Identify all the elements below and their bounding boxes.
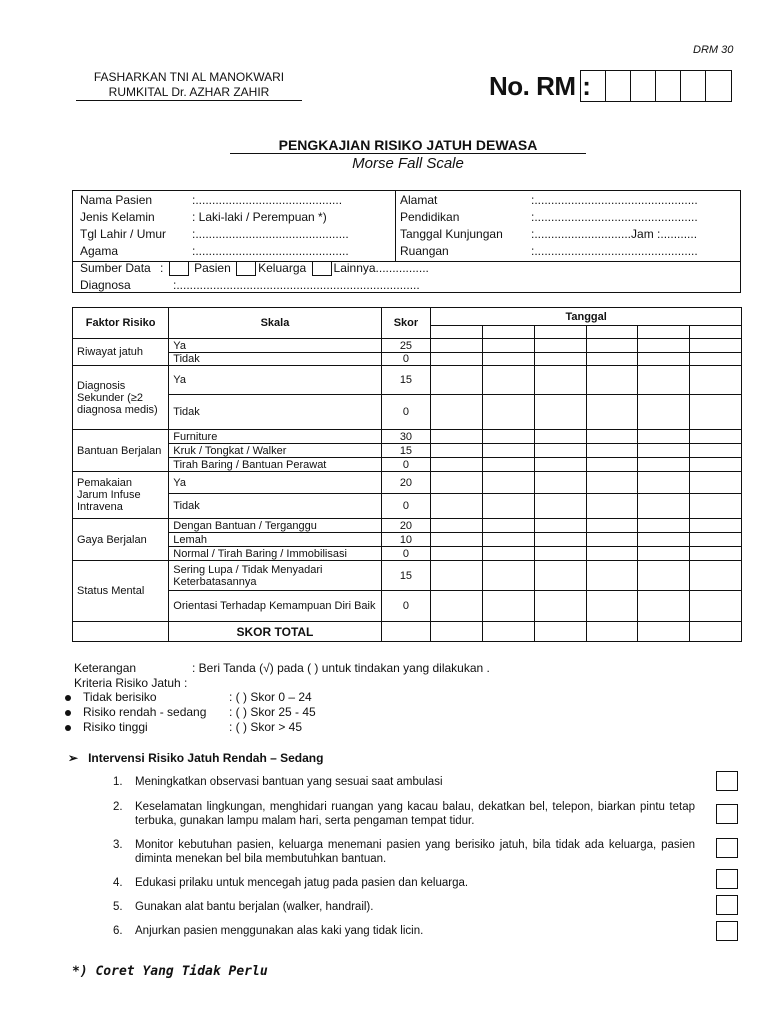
faktor-infus: Pemakaian Jarum Infuse Intravena <box>73 472 169 519</box>
skor-cell: 10 <box>381 533 431 547</box>
score-entry-cell[interactable] <box>586 547 638 561</box>
score-entry-cell[interactable] <box>638 353 690 366</box>
score-entry-cell[interactable] <box>483 547 535 561</box>
score-entry-cell[interactable] <box>431 458 483 472</box>
score-entry-cell[interactable] <box>586 353 638 366</box>
faktor-gaya: Gaya Berjalan <box>73 519 169 561</box>
score-entry-cell[interactable] <box>534 591 586 622</box>
diagnosa-field[interactable]: :......................................................................... <box>173 278 420 292</box>
score-entry-cell[interactable] <box>690 444 742 458</box>
score-entry-cell[interactable] <box>586 339 638 353</box>
skor-cell: 15 <box>381 444 431 458</box>
header-faktor: Faktor Risiko <box>73 308 169 339</box>
intervensi-checkbox[interactable] <box>716 771 738 791</box>
item-number: 3. <box>113 839 123 851</box>
header-tanggal: Tanggal <box>431 308 742 326</box>
score-entry-cell[interactable] <box>586 533 638 547</box>
faktor-bantuan: Bantuan Berjalan <box>73 430 169 472</box>
jenis-kelamin-label: Jenis Kelamin <box>80 210 155 224</box>
table-row <box>73 591 742 622</box>
pasien-option-label: Pasien <box>194 261 231 275</box>
intervensi-checkbox[interactable] <box>716 838 738 858</box>
skala-cell: Tidak <box>169 395 381 430</box>
lainnya-option-label[interactable]: Lainnya................ <box>333 261 429 275</box>
total-entry-cell[interactable] <box>690 622 742 642</box>
score-entry-cell[interactable] <box>586 395 638 430</box>
score-entry-cell[interactable] <box>586 366 638 395</box>
jenis-kelamin-field[interactable]: : Laki-laki / Perempuan *) <box>192 210 327 224</box>
table-row <box>73 561 742 591</box>
faktor-diagnosis: Diagnosis Sekunder (≥2 diagnosa medis) <box>73 366 169 430</box>
score-entry-cell[interactable] <box>638 472 690 494</box>
skala-cell: Ya <box>169 472 381 494</box>
hospital-line-2: RUMKITAL Dr. AZHAR ZAHIR <box>108 85 270 99</box>
table-row <box>73 444 742 458</box>
skala-cell: Ya <box>169 339 381 353</box>
header-skor: Skor <box>381 308 431 339</box>
skor-total-label: SKOR TOTAL <box>169 622 381 642</box>
score-entry-cell[interactable] <box>638 494 690 519</box>
score-entry-cell[interactable] <box>534 444 586 458</box>
sumber-data-colon: : <box>160 261 164 275</box>
score-entry-cell[interactable] <box>586 519 638 533</box>
item-number: 6. <box>113 925 123 937</box>
skor-cell: 0 <box>381 591 431 622</box>
kriteria-name: Tidak berisiko <box>83 690 157 704</box>
keterangan-text: : Beri Tanda (√) pada ( ) untuk tindakan yang dilakukan . <box>192 661 490 675</box>
total-row <box>73 622 742 642</box>
faktor-riwayat: Riwayat jatuh <box>73 339 169 366</box>
skala-cell: Furniture <box>169 430 381 444</box>
rm-digit-box[interactable] <box>656 71 681 101</box>
score-entry-cell[interactable] <box>483 472 535 494</box>
skor-cell: 0 <box>381 353 431 366</box>
nama-field[interactable]: :............................................ <box>192 193 343 207</box>
kriteria-value[interactable]: : ( ) Skor > 45 <box>229 720 303 734</box>
score-entry-cell[interactable] <box>483 458 535 472</box>
skala-cell: Tidak <box>169 353 381 366</box>
score-entry-cell[interactable] <box>690 472 742 494</box>
score-entry-cell[interactable] <box>431 472 483 494</box>
skor-cell: 0 <box>381 458 431 472</box>
score-entry-cell[interactable] <box>638 395 690 430</box>
score-entry-cell[interactable] <box>431 339 483 353</box>
kriteria-label: Kriteria Risiko Jatuh : <box>74 676 188 690</box>
total-entry-cell[interactable] <box>431 622 483 642</box>
score-entry-cell[interactable] <box>534 395 586 430</box>
total-entry-cell[interactable] <box>534 622 586 642</box>
intervensi-checkbox[interactable] <box>716 869 738 889</box>
tgl-lahir-field[interactable]: :.............................................. <box>192 227 349 241</box>
score-entry-cell[interactable] <box>586 494 638 519</box>
rm-digit-box[interactable] <box>706 71 731 101</box>
score-entry-cell[interactable] <box>483 353 535 366</box>
bullet-icon <box>65 695 71 701</box>
item-text: Meningkatkan observasi bantuan yang sesuai saat ambulasi <box>135 776 443 788</box>
score-entry-cell[interactable] <box>586 444 638 458</box>
score-entry-cell[interactable] <box>690 494 742 519</box>
item-text: Monitor kebutuhan pasien, keluarga menemani pasien yang berisiko jatuh, bila tidak ada keluarga, pasien diminta menekan bel bila membutuhkan bantuan. <box>135 839 695 865</box>
rm-digit-box[interactable] <box>581 71 606 101</box>
table-row <box>73 395 742 430</box>
total-entry-cell[interactable] <box>638 622 690 642</box>
table-row <box>73 472 742 494</box>
score-entry-cell[interactable] <box>534 366 586 395</box>
score-entry-cell[interactable] <box>483 533 535 547</box>
skor-cell: 20 <box>381 519 431 533</box>
skor-cell: 15 <box>381 366 431 395</box>
kriteria-name: Risiko tinggi <box>83 720 148 734</box>
score-entry-cell[interactable] <box>690 519 742 533</box>
score-entry-cell[interactable] <box>638 519 690 533</box>
ruangan-field[interactable]: :................................................. <box>531 244 698 258</box>
skala-cell: Orientasi Terhadap Kemampuan Diri Baik <box>169 591 381 622</box>
score-entry-cell[interactable] <box>638 561 690 591</box>
score-entry-cell[interactable] <box>483 366 535 395</box>
bullet-icon <box>65 725 71 731</box>
skala-cell: Dengan Bantuan / Terganggu <box>169 519 381 533</box>
footnote: *) Coret Yang Tidak Perlu <box>72 964 268 979</box>
item-text: Edukasi prilaku untuk mencegah jatug pada pasien dan keluarga. <box>135 877 469 889</box>
table-row <box>73 519 742 533</box>
score-entry-cell[interactable] <box>534 458 586 472</box>
score-entry-cell[interactable] <box>483 430 535 444</box>
keluarga-checkbox[interactable] <box>236 261 256 276</box>
score-entry-cell[interactable] <box>586 561 638 591</box>
skala-cell: Ya <box>169 366 381 395</box>
alamat-field[interactable]: :................................................. <box>531 193 698 207</box>
ruangan-label: Ruangan <box>400 244 449 258</box>
intervensi-title: Intervensi Risiko Jatuh Rendah – Sedang <box>88 751 324 765</box>
skor-cell: 0 <box>381 395 431 430</box>
item-text: Anjurkan pasien menggunakan alas kaki yang tidak licin. <box>135 925 424 937</box>
score-entry-cell[interactable] <box>431 444 483 458</box>
skala-cell: Tirah Baring / Bantuan Perawat <box>169 458 381 472</box>
score-entry-cell[interactable] <box>431 591 483 622</box>
score-entry-cell[interactable] <box>534 430 586 444</box>
score-entry-cell[interactable] <box>586 591 638 622</box>
skor-cell: 25 <box>381 339 431 353</box>
total-skor-cell <box>381 622 431 642</box>
intervensi-item <box>113 838 695 866</box>
rm-digit-box[interactable] <box>681 71 706 101</box>
lainnya-checkbox[interactable] <box>312 261 332 276</box>
form-subtitle: Morse Fall Scale <box>352 155 464 172</box>
score-entry-cell[interactable] <box>690 366 742 395</box>
skor-cell: 0 <box>381 547 431 561</box>
intervensi-checkbox[interactable] <box>716 921 738 941</box>
skala-cell: Normal / Tirah Baring / Immobilisasi <box>169 547 381 561</box>
table-row <box>73 366 742 395</box>
header-skala: Skala <box>169 308 381 339</box>
hospital-underline <box>76 100 302 101</box>
skala-cell: Kruk / Tongkat / Walker <box>169 444 381 458</box>
score-entry-cell[interactable] <box>690 458 742 472</box>
item-number: 4. <box>113 877 123 889</box>
kriteria-list <box>65 690 316 735</box>
score-entry-cell[interactable] <box>638 339 690 353</box>
total-blank <box>73 622 169 642</box>
table-row <box>73 353 742 366</box>
score-entry-cell[interactable] <box>690 591 742 622</box>
rm-number-boxes[interactable] <box>580 70 732 102</box>
score-entry-cell[interactable] <box>638 533 690 547</box>
patient-identity-box <box>72 190 741 293</box>
alamat-label: Alamat <box>400 193 438 207</box>
date-cell[interactable] <box>483 326 535 339</box>
tanggal-kunjungan-field[interactable]: :.............................Jam :........... <box>531 227 698 241</box>
score-entry-cell[interactable] <box>534 472 586 494</box>
score-entry-cell[interactable] <box>586 430 638 444</box>
score-entry-cell[interactable] <box>534 561 586 591</box>
score-entry-cell[interactable] <box>483 519 535 533</box>
score-entry-cell[interactable] <box>483 591 535 622</box>
score-entry-cell[interactable] <box>483 339 535 353</box>
agama-field[interactable]: :.............................................. <box>192 244 349 258</box>
score-entry-cell[interactable] <box>690 353 742 366</box>
score-entry-cell[interactable] <box>586 458 638 472</box>
skor-cell: 15 <box>381 561 431 591</box>
nama-label: Nama Pasien <box>80 193 153 207</box>
score-entry-cell[interactable] <box>638 430 690 444</box>
pendidikan-field[interactable]: :................................................. <box>531 210 698 224</box>
table-row <box>73 430 742 444</box>
score-entry-cell[interactable] <box>690 395 742 430</box>
tgl-lahir-label: Tgl Lahir / Umur <box>80 227 167 241</box>
score-entry-cell[interactable] <box>690 561 742 591</box>
intervensi-checkbox[interactable] <box>716 804 738 824</box>
score-entry-cell[interactable] <box>431 519 483 533</box>
total-entry-cell[interactable] <box>586 622 638 642</box>
score-entry-cell[interactable] <box>638 547 690 561</box>
keluarga-option-label: Keluarga <box>258 261 307 275</box>
intervensi-heading <box>68 751 323 765</box>
kriteria-item <box>65 690 316 705</box>
score-entry-cell[interactable] <box>483 444 535 458</box>
skor-cell: 0 <box>381 494 431 519</box>
table-row <box>73 533 742 547</box>
score-entry-cell[interactable] <box>690 533 742 547</box>
score-entry-cell[interactable] <box>534 533 586 547</box>
date-cell[interactable] <box>690 326 742 339</box>
table-row <box>73 494 742 519</box>
skor-cell: 20 <box>381 472 431 494</box>
kriteria-value[interactable]: : ( ) Skor 25 - 45 <box>229 705 316 719</box>
sumber-data-label: Sumber Data <box>80 261 151 275</box>
score-entry-cell[interactable] <box>483 395 535 430</box>
score-entry-cell[interactable] <box>690 430 742 444</box>
score-entry-cell[interactable] <box>431 494 483 519</box>
rm-digit-box[interactable] <box>606 71 631 101</box>
score-entry-cell[interactable] <box>431 366 483 395</box>
tanggal-kunjungan-label: Tanggal Kunjungan <box>400 227 503 241</box>
table-row <box>73 458 742 472</box>
date-cell[interactable] <box>431 326 483 339</box>
skala-cell: Tidak <box>169 494 381 519</box>
table-row <box>73 547 742 561</box>
score-entry-cell[interactable] <box>638 458 690 472</box>
kriteria-item <box>65 705 316 720</box>
score-entry-cell[interactable] <box>431 430 483 444</box>
item-text: Gunakan alat bantu berjalan (walker, handrail). <box>135 901 374 913</box>
score-entry-cell[interactable] <box>638 591 690 622</box>
diagnosa-label: Diagnosa <box>80 278 131 292</box>
score-entry-cell[interactable] <box>534 339 586 353</box>
score-entry-cell[interactable] <box>690 547 742 561</box>
kriteria-value[interactable]: : ( ) Skor 0 – 24 <box>229 690 312 704</box>
keterangan-label: Keterangan <box>74 661 137 675</box>
faktor-mental: Status Mental <box>73 561 169 622</box>
keterangan-section <box>74 661 490 691</box>
total-entry-cell[interactable] <box>483 622 535 642</box>
date-cell[interactable] <box>534 326 586 339</box>
keterangan-row <box>74 661 490 676</box>
score-entry-cell[interactable] <box>534 494 586 519</box>
score-entry-cell[interactable] <box>431 395 483 430</box>
rm-label: No. RM : <box>489 71 591 101</box>
table-row <box>73 339 742 353</box>
score-entry-cell[interactable] <box>431 561 483 591</box>
skala-cell: Lemah <box>169 533 381 547</box>
intervensi-checkbox[interactable] <box>716 895 738 915</box>
score-entry-cell[interactable] <box>638 444 690 458</box>
intervensi-item <box>113 775 695 789</box>
rm-digit-box[interactable] <box>631 71 656 101</box>
item-number: 2. <box>113 801 123 813</box>
intervensi-item <box>113 800 695 828</box>
document-code: DRM 30 <box>693 44 734 56</box>
score-entry-cell[interactable] <box>534 353 586 366</box>
kriteria-name: Risiko rendah - sedang <box>83 705 207 719</box>
score-entry-cell[interactable] <box>431 547 483 561</box>
morse-fall-scale-table <box>72 307 742 642</box>
arrow-bullet-icon: ➢ <box>68 751 79 765</box>
agama-label: Agama <box>80 244 119 258</box>
bullet-icon <box>65 710 71 716</box>
kriteria-item <box>65 720 316 735</box>
item-text: Keselamatan lingkungan, menghidari ruangan yang kacau balau, dekatkan bel, telepon, biarkan pintu tetap terbuka, gunakan lampu malam hari, serta pengaman tempat tidur. <box>135 801 695 827</box>
intervensi-item <box>113 924 695 938</box>
skor-cell: 30 <box>381 430 431 444</box>
score-entry-cell[interactable] <box>638 366 690 395</box>
score-entry-cell[interactable] <box>534 519 586 533</box>
item-number: 5. <box>113 901 123 913</box>
score-entry-cell[interactable] <box>586 472 638 494</box>
skala-cell: Sering Lupa / Tidak Menyadari Keterbatasannya <box>169 561 381 591</box>
score-entry-cell[interactable] <box>690 339 742 353</box>
date-cell[interactable] <box>586 326 638 339</box>
form-title: PENGKAJIAN RISIKO JATUH DEWASA <box>230 137 586 154</box>
hospital-header <box>76 70 302 100</box>
pendidikan-label: Pendidikan <box>400 210 460 224</box>
score-entry-cell[interactable] <box>483 494 535 519</box>
item-number: 1. <box>113 776 123 788</box>
intervensi-item <box>113 900 695 914</box>
intervensi-item <box>113 876 695 890</box>
score-entry-cell[interactable] <box>534 547 586 561</box>
score-entry-cell[interactable] <box>431 353 483 366</box>
hospital-line-1: FASHARKAN TNI AL MANOKWARI <box>93 70 285 84</box>
score-entry-cell[interactable] <box>483 561 535 591</box>
identity-divider-vertical <box>395 191 396 261</box>
date-cell[interactable] <box>638 326 690 339</box>
score-entry-cell[interactable] <box>431 533 483 547</box>
sumber-data-row <box>80 260 429 277</box>
pasien-checkbox[interactable] <box>169 261 189 276</box>
